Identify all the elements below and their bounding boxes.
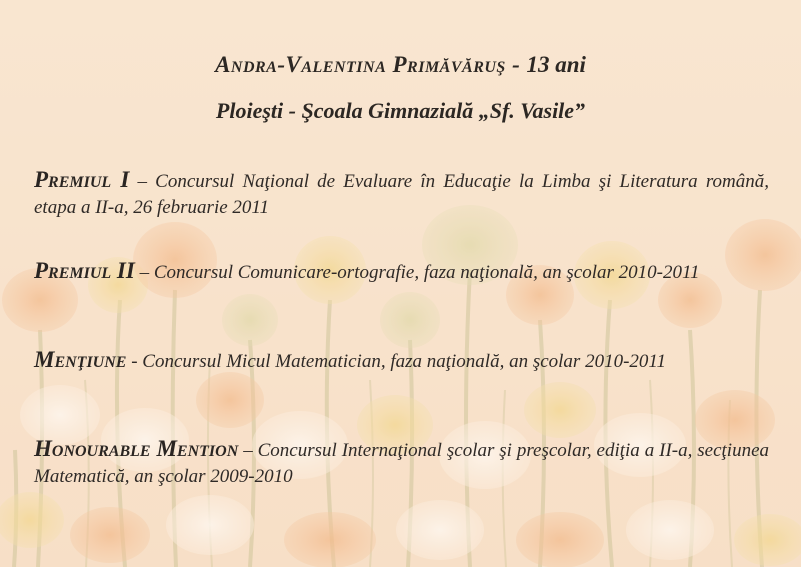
award-title: Premiul II: [34, 258, 135, 283]
award-separator: –: [243, 440, 253, 461]
student-age: 13 ani: [526, 52, 586, 77]
award-details: Concursul Micul Matematician, faza naţională, an şcolar 2010-2011: [142, 351, 666, 372]
student-name: Andra-Valentina Primăvăruş: [215, 52, 506, 77]
award-separator: –: [137, 171, 147, 192]
award-title: Menţiune: [34, 347, 127, 372]
award-entry: [34, 436, 769, 490]
award-entry: [34, 167, 769, 221]
school-line: Ploieşti - Şcoala Gimnazială „Sf. Vasile”: [215, 98, 586, 123]
award-entry: [34, 258, 769, 286]
award-details: Concursul Internaţional şcolar şi preşcolar, ediţia a II-a, secţiunea Matematică, an şcolar 2009-2010: [34, 440, 770, 487]
award-separator: -: [131, 351, 138, 372]
award-entry: [34, 347, 769, 375]
award-details: Concursul Comunicare-ortografie, faza naţională, an şcolar 2010-2011: [153, 262, 700, 283]
award-separator: –: [139, 262, 150, 283]
award-title: Premiul I: [34, 167, 130, 192]
student-name-heading: Andra-Valentina Primăvăruş - 13 ani: [215, 52, 586, 77]
award-details: Concursul Naţional de Evaluare în Educaţie la Limba şi Literatura română, etapa a II-a, 26 februarie 2011: [34, 171, 770, 218]
award-title: Honourable Mention: [34, 436, 239, 461]
